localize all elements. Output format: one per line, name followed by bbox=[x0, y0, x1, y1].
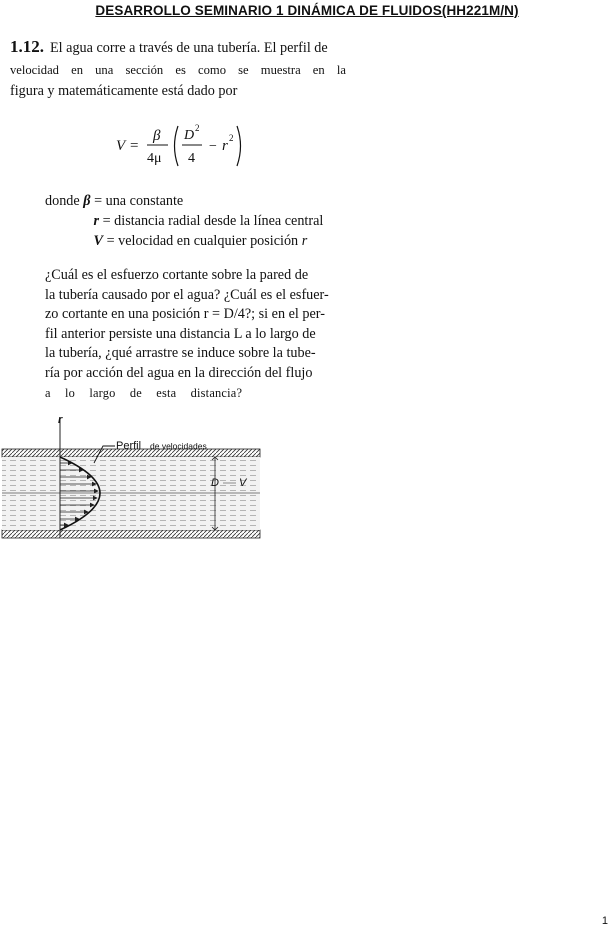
formula-eq: = bbox=[130, 138, 139, 154]
intro-line-1: El agua corre a través de una tubería. El perfil de bbox=[50, 40, 328, 56]
definition-row bbox=[45, 191, 323, 211]
where-label: donde bbox=[45, 193, 80, 209]
question-line: zo cortante en una posición r = D/4?; si en el per- bbox=[45, 306, 325, 323]
formula-beta: β bbox=[153, 128, 161, 144]
d-label: D bbox=[211, 477, 219, 489]
question-line: ría por acción del agua en la dirección del flujo bbox=[45, 364, 313, 381]
question-line: fil anterior persiste una distancia L a lo largo de bbox=[45, 325, 316, 342]
definition-row bbox=[45, 231, 323, 251]
formula-4mu: 4μ bbox=[147, 151, 162, 166]
def-tail-r: r bbox=[301, 233, 308, 249]
def-text-r: = distancia radial desde la línea central bbox=[102, 213, 324, 229]
intro-line-2: velocidad en una sección es como se muestra en la bbox=[10, 62, 346, 77]
formula-r: r bbox=[222, 138, 228, 154]
page-number: 1 bbox=[601, 915, 608, 927]
def-symbol-beta: β bbox=[83, 193, 91, 209]
velocity-formula bbox=[116, 118, 266, 183]
left-paren bbox=[175, 126, 179, 166]
def-text-beta: = una constante bbox=[94, 193, 184, 209]
problem-number: 1.12. bbox=[10, 37, 44, 56]
pipe-velocity-figure bbox=[0, 413, 262, 548]
question-line: ¿Cuál es el esfuerzo cortante sobre la pared de bbox=[45, 267, 309, 283]
formula-D-exp: 2 bbox=[195, 123, 200, 133]
def-symbol-r: r bbox=[93, 213, 100, 229]
question-line: a lo largo de esta distancia? bbox=[45, 385, 243, 400]
formula-D: D bbox=[184, 128, 195, 143]
intro-line-3: figura y matemáticamente está dado por bbox=[10, 83, 238, 99]
problem-statement bbox=[10, 36, 378, 103]
definition-row bbox=[45, 211, 323, 231]
fluid-dashes bbox=[2, 457, 260, 530]
formula-r-exp: 2 bbox=[229, 133, 234, 143]
question-text bbox=[45, 266, 378, 403]
def-symbol-v: V bbox=[93, 233, 104, 249]
pipe-bottom-wall bbox=[2, 530, 260, 538]
right-paren bbox=[237, 126, 241, 166]
definitions-block bbox=[45, 191, 323, 251]
def-text-v: = velocidad en cualquier posición bbox=[106, 233, 299, 249]
profile-label: Perfil bbox=[116, 440, 142, 452]
profile-label-2: de velocidades bbox=[150, 441, 207, 451]
v-label: V bbox=[239, 477, 247, 489]
document-title: DESARROLLO SEMINARIO 1 DINÁMICA DE FLUIDOS(HH221M/N) bbox=[95, 3, 519, 18]
r-axis-label: r bbox=[58, 414, 63, 426]
formula-lhs: V bbox=[116, 138, 126, 154]
problem-intro bbox=[10, 36, 378, 103]
question-line: la tubería causado por el agua? ¿Cuál es el esfuer- bbox=[45, 286, 329, 303]
formula-minus: − bbox=[209, 139, 217, 154]
question-line: la tubería, ¿qué arrastre se induce sobre la tube- bbox=[45, 345, 316, 362]
formula-4: 4 bbox=[188, 151, 195, 166]
